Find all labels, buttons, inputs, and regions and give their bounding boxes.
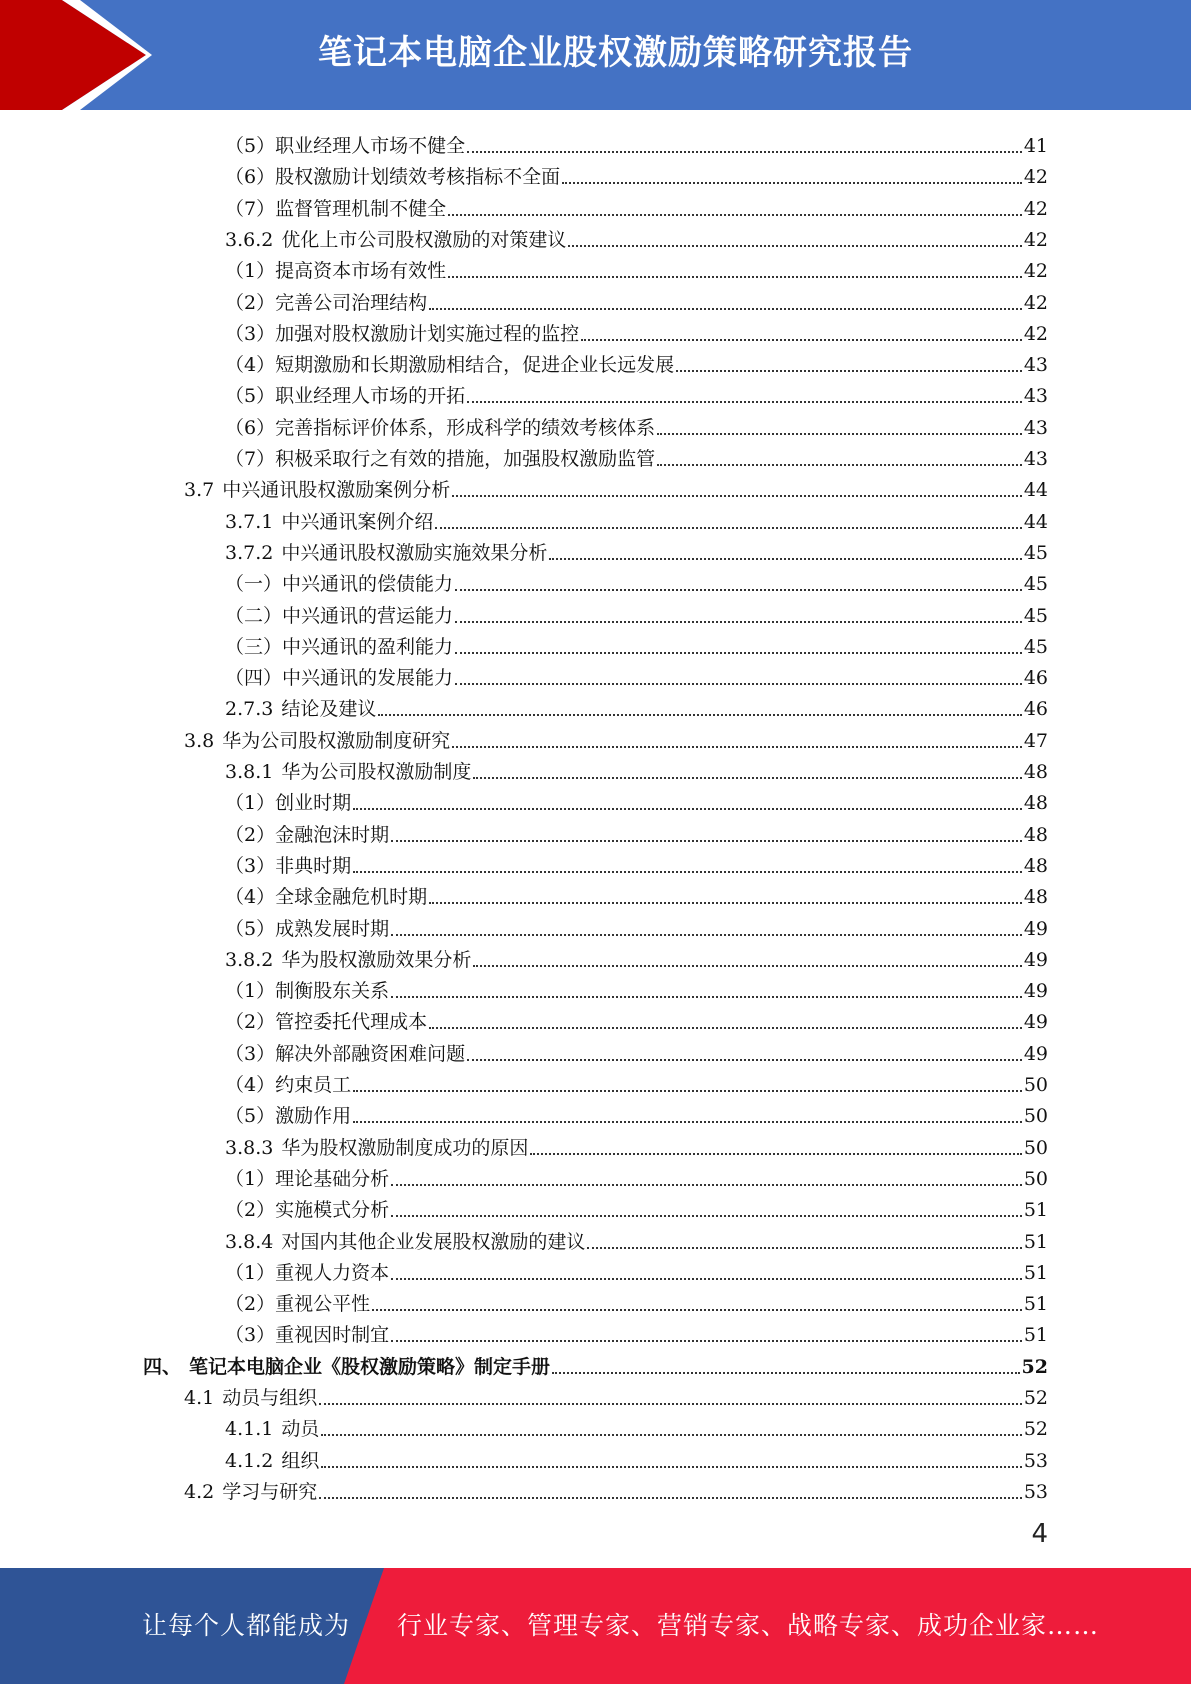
- toc-entry-title: 加强对股权激励计划实施过程的监控: [275, 322, 580, 345]
- toc-entry-title: 华为公司股权激励制度: [281, 761, 472, 783]
- toc-dot-leader: [552, 1372, 1020, 1374]
- toc-dot-leader: [530, 1153, 1021, 1155]
- toc-entry-number: （1）: [225, 792, 276, 815]
- toc-entry-page: 52: [1023, 1418, 1048, 1441]
- page-header: [0, 0, 1191, 110]
- toc-entry-page: 48: [1023, 761, 1048, 783]
- toc-dot-leader: [429, 902, 1022, 904]
- toc-entry-title: 理论基础分析: [275, 1167, 390, 1190]
- toc-entry-title: 华为股权激励制度成功的原因: [281, 1136, 529, 1159]
- toc-entry-number: 4.1.2: [225, 1449, 274, 1472]
- toc-entry-page: 50: [1023, 1136, 1048, 1159]
- toc-entry-title: 金融泡沫时期: [275, 823, 390, 846]
- toc-entry-page: 44: [1023, 479, 1048, 502]
- toc-entry[interactable]: [225, 1129, 1048, 1160]
- toc-entry-title: 华为公司股权激励制度研究: [222, 729, 451, 752]
- toc-entry-title: 学习与研究: [222, 1480, 318, 1503]
- toc-entry-page: 42: [1023, 322, 1048, 345]
- toc-entry[interactable]: [225, 315, 1048, 346]
- toc-entry[interactable]: [225, 1410, 1048, 1441]
- toc-entry-title: 重视因时制宜: [275, 1324, 390, 1347]
- toc-entry-number: （2）: [225, 1293, 276, 1316]
- toc-entry[interactable]: [225, 1285, 1048, 1316]
- toc-entry-title: 中兴通讯的发展能力: [282, 667, 454, 690]
- toc-dot-leader: [448, 214, 1022, 216]
- toc-entry[interactable]: [225, 753, 1048, 784]
- toc-dot-leader: [549, 558, 1021, 560]
- toc-entry-page: 45: [1023, 635, 1048, 658]
- toc-dot-leader: [452, 746, 1022, 748]
- toc-entry-number: （1）: [225, 1261, 276, 1284]
- toc-dot-leader: [353, 808, 1022, 810]
- toc-entry-page: 52: [1021, 1355, 1048, 1378]
- toc-entry[interactable]: [225, 440, 1048, 471]
- toc-entry[interactable]: [225, 1160, 1048, 1191]
- toc-entry-page: 43: [1023, 354, 1048, 377]
- toc-entry-page: 49: [1023, 1011, 1048, 1034]
- toc-entry-number: （3）: [225, 854, 276, 877]
- toc-entry-title: 职业经理人市场的开拓: [275, 385, 466, 408]
- toc-entry[interactable]: [225, 346, 1048, 377]
- toc-entry[interactable]: [225, 221, 1048, 252]
- toc-dot-leader: [353, 1090, 1022, 1092]
- toc-entry-title: 中兴通讯股权激励案例分析: [222, 479, 451, 502]
- toc-dot-leader: [391, 1278, 1022, 1280]
- toc-entry-page: 49: [1023, 1042, 1048, 1065]
- toc-dot-leader: [391, 1340, 1022, 1342]
- toc-entry[interactable]: [225, 1097, 1048, 1128]
- toc-entry-title: 完善公司治理结构: [275, 291, 428, 314]
- toc-entry-page: 53: [1023, 1449, 1048, 1472]
- toc-entry-title: 中兴通讯股权激励实施效果分析: [281, 541, 548, 564]
- toc-entry-page: 42: [1023, 228, 1048, 251]
- toc-entry-title: 解决外部融资困难问题: [275, 1042, 466, 1065]
- toc-dot-leader: [435, 527, 1021, 529]
- toc-entry-number: （1）: [225, 980, 276, 1003]
- toc-entry-title: 重视人力资本: [275, 1261, 390, 1284]
- toc-entry-number: （6）: [225, 166, 276, 189]
- toc-entry-number: （1）: [225, 1167, 276, 1190]
- toc-entry-number: （三）: [225, 635, 283, 658]
- toc-entry-title: 华为股权激励效果分析: [281, 948, 472, 971]
- toc-entry-page: 51: [1023, 1293, 1048, 1316]
- toc-dot-leader: [467, 151, 1022, 153]
- toc-entry-page: 42: [1023, 291, 1048, 314]
- toc-entry[interactable]: [225, 847, 1048, 878]
- toc-entry-number: （2）: [225, 1199, 276, 1222]
- toc-dot-leader: [448, 276, 1022, 278]
- toc-entry[interactable]: [225, 127, 1048, 158]
- toc-entry-number: （5）: [225, 385, 276, 408]
- toc-dot-leader: [429, 308, 1022, 310]
- toc-entry[interactable]: [225, 190, 1048, 221]
- toc-entry-title: 结论及建议: [281, 698, 377, 721]
- toc-entry[interactable]: [225, 784, 1048, 815]
- toc-dot-leader: [391, 840, 1022, 842]
- toc-entry-page: 43: [1023, 416, 1048, 439]
- toc-entry[interactable]: [225, 910, 1048, 941]
- toc-entry-title: 对国内其他企业发展股权激励的建议: [281, 1230, 586, 1253]
- toc-entry[interactable]: [184, 722, 1048, 753]
- toc-entry-title: 股权激励计划绩效考核指标不全面: [275, 166, 561, 189]
- footer-slogan-right: 行业专家、管理专家、营销专家、战略专家、成功企业家……: [397, 1611, 1100, 1640]
- toc-dot-leader: [581, 339, 1022, 341]
- toc-entry[interactable]: [225, 628, 1048, 659]
- toc-entry-page: 45: [1023, 604, 1048, 627]
- toc-entry[interactable]: [225, 1191, 1048, 1222]
- toc-entry-title: 非典时期: [275, 854, 352, 877]
- toc-entry-title: 重视公平性: [275, 1293, 371, 1316]
- toc-entry-number: （1）: [225, 260, 276, 283]
- page-number: 4: [1031, 1519, 1048, 1549]
- toc-entry-number: 4.1: [184, 1387, 215, 1409]
- toc-dot-leader: [562, 182, 1022, 184]
- toc-entry[interactable]: [225, 252, 1048, 283]
- toc-entry[interactable]: [225, 1066, 1048, 1097]
- toc-entry-number: 3.8.4: [225, 1230, 274, 1253]
- toc-entry-number: （3）: [225, 322, 276, 345]
- toc-dot-leader: [473, 965, 1021, 967]
- toc-entry-page: 42: [1023, 166, 1048, 189]
- toc-dot-leader: [568, 245, 1021, 247]
- toc-entry-number: （5）: [225, 1105, 276, 1128]
- toc-entry[interactable]: [225, 1442, 1048, 1473]
- toc-entry-title: 中兴通讯的营运能力: [282, 604, 454, 627]
- toc-entry[interactable]: [225, 377, 1048, 408]
- toc-entry-title: 激励作用: [275, 1105, 352, 1128]
- toc-entry[interactable]: [225, 659, 1048, 690]
- toc-entry[interactable]: [225, 284, 1048, 315]
- toc-entry-number: （5）: [225, 917, 276, 940]
- toc-dot-leader: [455, 652, 1022, 654]
- toc-entry-number: （7）: [225, 197, 276, 220]
- toc-entry-page: 41: [1023, 135, 1048, 157]
- toc-dot-leader: [455, 683, 1022, 685]
- toc-entry-number: （3）: [225, 1324, 276, 1347]
- toc-entry-title: 笔记本电脑企业《股权激励策略》制定手册: [189, 1355, 551, 1378]
- toc-entry-page: 48: [1023, 823, 1048, 846]
- toc-entry-number: 2.7.3: [225, 698, 274, 721]
- toc-entry-number: 3.8: [184, 729, 215, 752]
- toc-dot-leader: [473, 777, 1021, 779]
- toc-dot-leader: [319, 1403, 1022, 1405]
- toc-entry[interactable]: [225, 816, 1048, 847]
- toc-entry[interactable]: [225, 878, 1048, 909]
- toc-entry-title: 制衡股东关系: [275, 980, 390, 1003]
- toc-entry-number: （6）: [225, 416, 276, 439]
- toc-entry-page: 50: [1023, 1167, 1048, 1190]
- toc-dot-leader: [587, 1247, 1021, 1249]
- toc-entry-page: 47: [1023, 729, 1048, 752]
- toc-dot-leader: [321, 1466, 1021, 1468]
- toc-dot-leader: [353, 1121, 1022, 1123]
- toc-dot-leader: [391, 1184, 1022, 1186]
- toc-entry-page: 46: [1023, 698, 1048, 721]
- toc-entry-title: 积极采取行之有效的措施，加强股权激励监管: [275, 448, 656, 470]
- toc-dot-leader: [455, 589, 1022, 591]
- toc-entry-page: 51: [1023, 1324, 1048, 1347]
- toc-entry[interactable]: [184, 1379, 1048, 1410]
- toc-entry[interactable]: [225, 565, 1048, 596]
- toc-entry[interactable]: [225, 1035, 1048, 1066]
- toc-entry[interactable]: [143, 1348, 1048, 1379]
- toc-entry-number: 3.8.1: [225, 761, 274, 783]
- toc-dot-leader: [353, 871, 1022, 873]
- toc-entry[interactable]: [225, 1223, 1048, 1254]
- toc-entry-title: 组织: [281, 1449, 320, 1472]
- toc-entry[interactable]: [225, 503, 1048, 534]
- toc-dot-leader: [676, 370, 1022, 372]
- toc-dot-leader: [467, 1059, 1022, 1061]
- toc-entry-page: 46: [1023, 667, 1048, 690]
- toc-entry-number: 3.7: [184, 479, 215, 502]
- toc-entry-number: （一）: [225, 573, 283, 596]
- toc-entry-number: 四、: [143, 1355, 182, 1378]
- toc-entry-number: （7）: [225, 448, 276, 470]
- page-footer: [0, 1568, 1191, 1684]
- toc-entry-page: 51: [1023, 1230, 1048, 1253]
- toc-entry-title: 约束员工: [275, 1074, 352, 1096]
- toc-dot-leader: [319, 1497, 1022, 1499]
- toc-entry-title: 成熟发展时期: [275, 917, 390, 940]
- toc-dot-leader: [452, 495, 1022, 497]
- toc-entry-title: 职业经理人市场不健全: [275, 135, 466, 157]
- toc-entry-page: 53: [1023, 1480, 1048, 1503]
- toc-entry-page: 51: [1023, 1199, 1048, 1222]
- toc-entry-number: 3.8.3: [225, 1136, 274, 1159]
- toc-entry[interactable]: [225, 534, 1048, 565]
- toc-entry-number: （5）: [225, 135, 276, 157]
- toc-entry-title: 管控委托代理成本: [275, 1011, 428, 1034]
- toc-entry-page: 48: [1023, 886, 1048, 909]
- toc-dot-leader: [657, 433, 1022, 435]
- toc-entry[interactable]: [225, 597, 1048, 628]
- toc-entry-number: 3.7.2: [225, 541, 274, 564]
- toc-entry-title: 中兴通讯的盈利能力: [282, 635, 454, 658]
- toc-dot-leader: [321, 1434, 1021, 1436]
- toc-entry-page: 50: [1023, 1105, 1048, 1128]
- toc-entry-page: 45: [1023, 541, 1048, 564]
- toc-dot-leader: [455, 621, 1022, 623]
- toc-dot-leader: [657, 464, 1022, 466]
- toc-entry-page: 42: [1023, 197, 1048, 220]
- toc-entry-title: 全球金融危机时期: [275, 886, 428, 909]
- toc-entry-page: 48: [1023, 792, 1048, 815]
- toc-entry-page: 42: [1023, 260, 1048, 283]
- toc-entry-title: 中兴通讯案例介绍: [281, 510, 434, 533]
- toc-entry-title: 创业时期: [275, 792, 352, 815]
- toc-entry-number: （二）: [225, 604, 283, 627]
- toc-entry-page: 43: [1023, 448, 1048, 470]
- toc-entry-number: 4.2: [184, 1480, 215, 1503]
- toc-entry-number: （4）: [225, 886, 276, 909]
- toc-entry-title: 监督管理机制不健全: [275, 197, 447, 220]
- toc-entry-number: 3.7.1: [225, 510, 274, 533]
- toc-entry-number: 3.6.2: [225, 228, 274, 251]
- toc-entry-title: 提高资本市场有效性: [275, 260, 447, 283]
- toc-dot-leader: [391, 934, 1022, 936]
- toc-entry[interactable]: [184, 1473, 1048, 1504]
- toc-dot-leader: [391, 996, 1022, 998]
- toc-entry-number: （4）: [225, 1074, 276, 1096]
- toc-entry-page: 44: [1023, 510, 1048, 533]
- toc-entry-title: 动员与组织: [222, 1387, 318, 1409]
- toc-entry-number: （四）: [225, 667, 283, 690]
- footer-slogan-left: 让每个人都能成为: [142, 1611, 351, 1640]
- toc-entry[interactable]: [225, 690, 1048, 721]
- toc-entry-title: 完善指标评价体系，形成科学的绩效考核体系: [275, 416, 656, 439]
- toc-entry-title: 中兴通讯的偿债能力: [282, 573, 454, 596]
- toc-entry-page: 43: [1023, 385, 1048, 408]
- toc-entry-page: 51: [1023, 1261, 1048, 1284]
- toc-entry[interactable]: [225, 409, 1048, 440]
- toc-entry-page: 49: [1023, 917, 1048, 940]
- toc-entry-title: 短期激励和长期激励相结合，促进企业长远发展: [275, 354, 675, 377]
- toc-entry-number: （3）: [225, 1042, 276, 1065]
- toc-entry[interactable]: [225, 1316, 1048, 1347]
- toc-entry-number: （2）: [225, 291, 276, 314]
- toc-dot-leader: [372, 1309, 1022, 1311]
- toc-entry-number: （2）: [225, 1011, 276, 1034]
- toc-entry-page: 49: [1023, 948, 1048, 971]
- toc-entry-page: 48: [1023, 854, 1048, 877]
- toc-entry-number: （4）: [225, 354, 276, 377]
- toc-entry-number: 3.8.2: [225, 948, 274, 971]
- toc-entry-number: 4.1.1: [225, 1418, 274, 1441]
- toc-entry[interactable]: [184, 471, 1048, 502]
- toc-entry[interactable]: [225, 972, 1048, 1003]
- toc-entry[interactable]: [225, 941, 1048, 972]
- toc-entry[interactable]: [225, 1003, 1048, 1034]
- toc-entry[interactable]: [225, 158, 1048, 189]
- toc-entry-title: 动员: [281, 1418, 320, 1441]
- toc-entry-title: 优化上市公司股权激励的对策建议: [281, 228, 567, 251]
- toc-dot-leader: [467, 401, 1022, 403]
- toc-entry-page: 50: [1023, 1074, 1048, 1096]
- toc-dot-leader: [391, 1215, 1022, 1217]
- toc-entry-title: 实施模式分析: [275, 1199, 390, 1222]
- toc-entry-number: （2）: [225, 823, 276, 846]
- toc-dot-leader: [429, 1027, 1022, 1029]
- toc-entry-page: 49: [1023, 980, 1048, 1003]
- toc-entry[interactable]: [225, 1254, 1048, 1285]
- report-title: 笔记本电脑企业股权激励策略研究报告: [318, 33, 913, 73]
- toc-entry-page: 45: [1023, 573, 1048, 596]
- toc-entry-page: 52: [1023, 1387, 1048, 1409]
- toc-dot-leader: [378, 714, 1021, 716]
